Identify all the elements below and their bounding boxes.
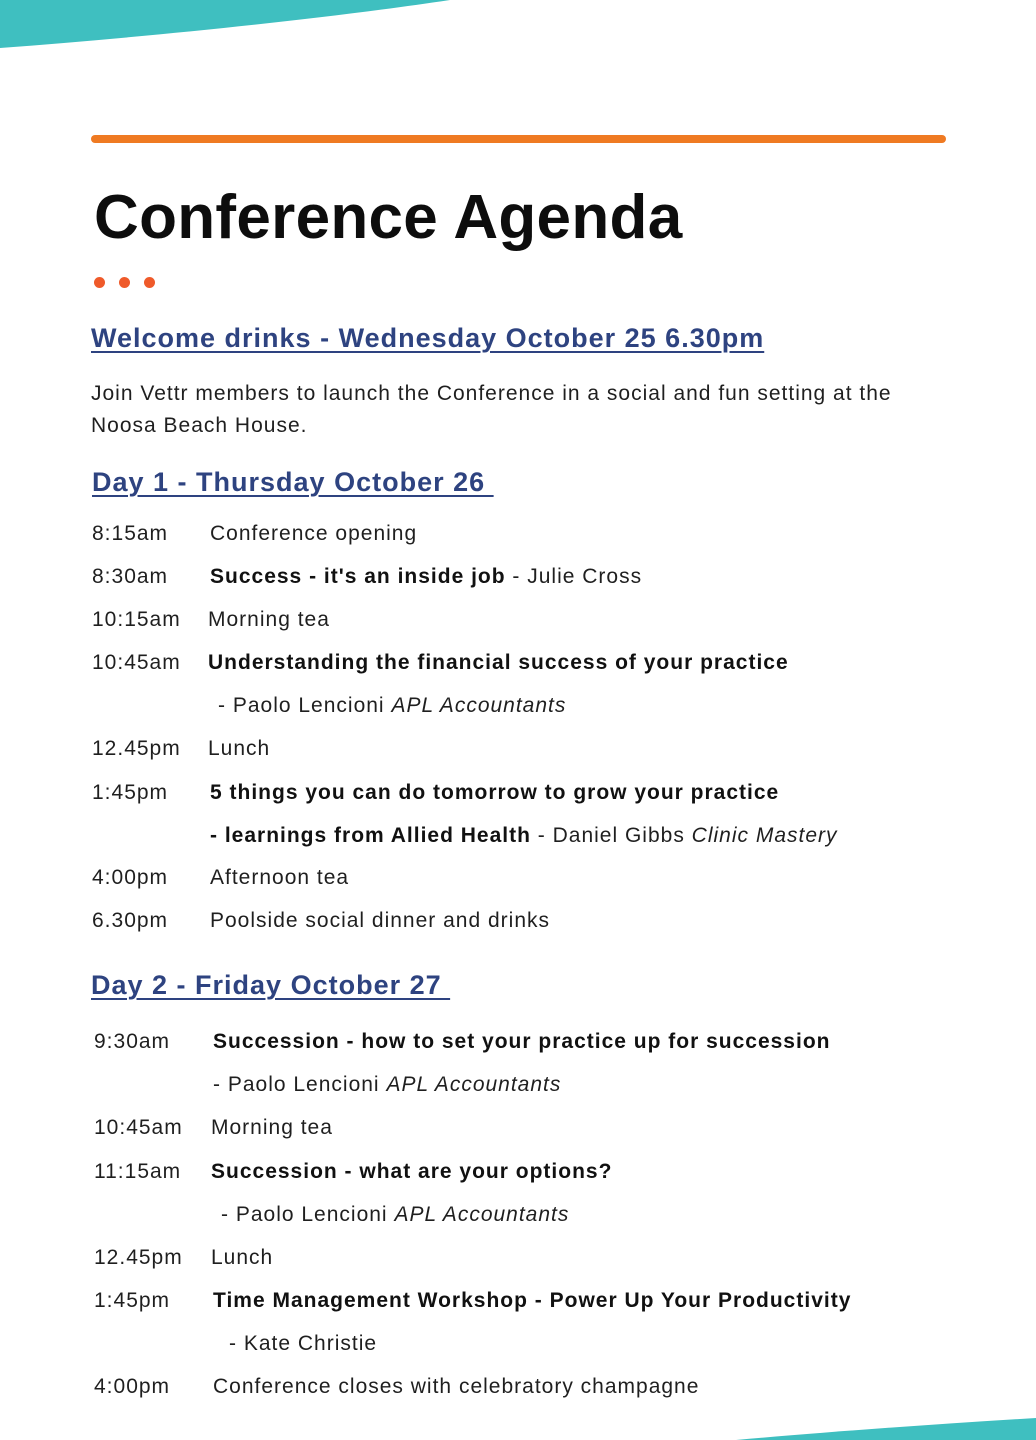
speaker-name: - Paolo Lencioni <box>213 1073 387 1096</box>
time-label: 10:45am <box>92 651 181 674</box>
speaker-org: APL Accountants <box>386 1073 562 1096</box>
time-label: 6.30pm <box>92 909 169 932</box>
session-title-continued: - learnings from Allied Health <box>210 824 531 847</box>
session-text: Morning tea <box>211 1116 333 1139</box>
speaker-name: - Paolo Lencioni <box>221 1203 395 1226</box>
dot-icon <box>94 277 105 288</box>
time-label: 1:45pm <box>94 1289 171 1312</box>
session-title: Succession - how to set your practice up for succession <box>213 1030 831 1053</box>
time-label: 8:30am <box>92 565 169 588</box>
day1-heading: Day 1 - Thursday October 26 <box>92 467 494 497</box>
time-label: 12.45pm <box>94 1246 183 1269</box>
time-label: 9:30am <box>94 1030 171 1053</box>
welcome-text: Join Vettr members to launch the Conference in a social and fun setting at the Noosa Beach House. <box>91 382 892 437</box>
page-title: Conference Agenda <box>94 183 683 252</box>
time-label: 1:45pm <box>92 781 169 804</box>
speaker-name: - Kate Christie <box>229 1332 378 1355</box>
session-text: Afternoon tea <box>210 866 350 889</box>
orange-divider <box>91 135 946 143</box>
speaker-name: - Daniel Gibbs <box>530 824 692 847</box>
speaker-org: APL Accountants <box>394 1203 570 1226</box>
time-label: 4:00pm <box>92 866 169 889</box>
dot-icon <box>144 277 155 288</box>
time-label: 8:15am <box>92 522 169 545</box>
session-title: 5 things you can do tomorrow to grow your practice <box>210 781 780 804</box>
time-label: 12.45pm <box>92 737 181 760</box>
time-label: 10:15am <box>92 608 181 631</box>
session-text: Lunch <box>211 1246 274 1269</box>
session-text: Poolside social dinner and drinks <box>210 909 551 932</box>
session-text: Conference closes with celebratory champagne <box>213 1375 700 1398</box>
bottom-teal-wave <box>736 1416 1036 1440</box>
session-text: Lunch <box>208 737 271 760</box>
speaker-name: - Julie Cross <box>505 565 643 588</box>
welcome-heading: Welcome drinks - Wednesday October 25 6.30pm <box>91 323 765 353</box>
top-teal-wave <box>0 0 460 52</box>
session-title: Time Management Workshop - Power Up Your Productivity <box>213 1289 852 1312</box>
speaker-org: Clinic Mastery <box>691 824 838 847</box>
ellipsis-dots <box>94 277 169 289</box>
time-label: 11:15am <box>94 1160 182 1183</box>
session-title: Understanding the financial success of your practice <box>208 651 789 674</box>
session-text: Conference opening <box>210 522 418 545</box>
session-title: Success - it's an inside job <box>210 565 506 588</box>
dot-icon <box>119 277 130 288</box>
speaker-name: - Paolo Lencioni <box>218 694 392 717</box>
session-text: Morning tea <box>208 608 330 631</box>
speaker-org: APL Accountants <box>391 694 567 717</box>
session-title: Succession - what are your options? <box>211 1160 613 1183</box>
time-label: 10:45am <box>94 1116 183 1139</box>
day2-heading: Day 2 - Friday October 27 <box>91 970 451 1000</box>
time-label: 4:00pm <box>94 1375 171 1398</box>
